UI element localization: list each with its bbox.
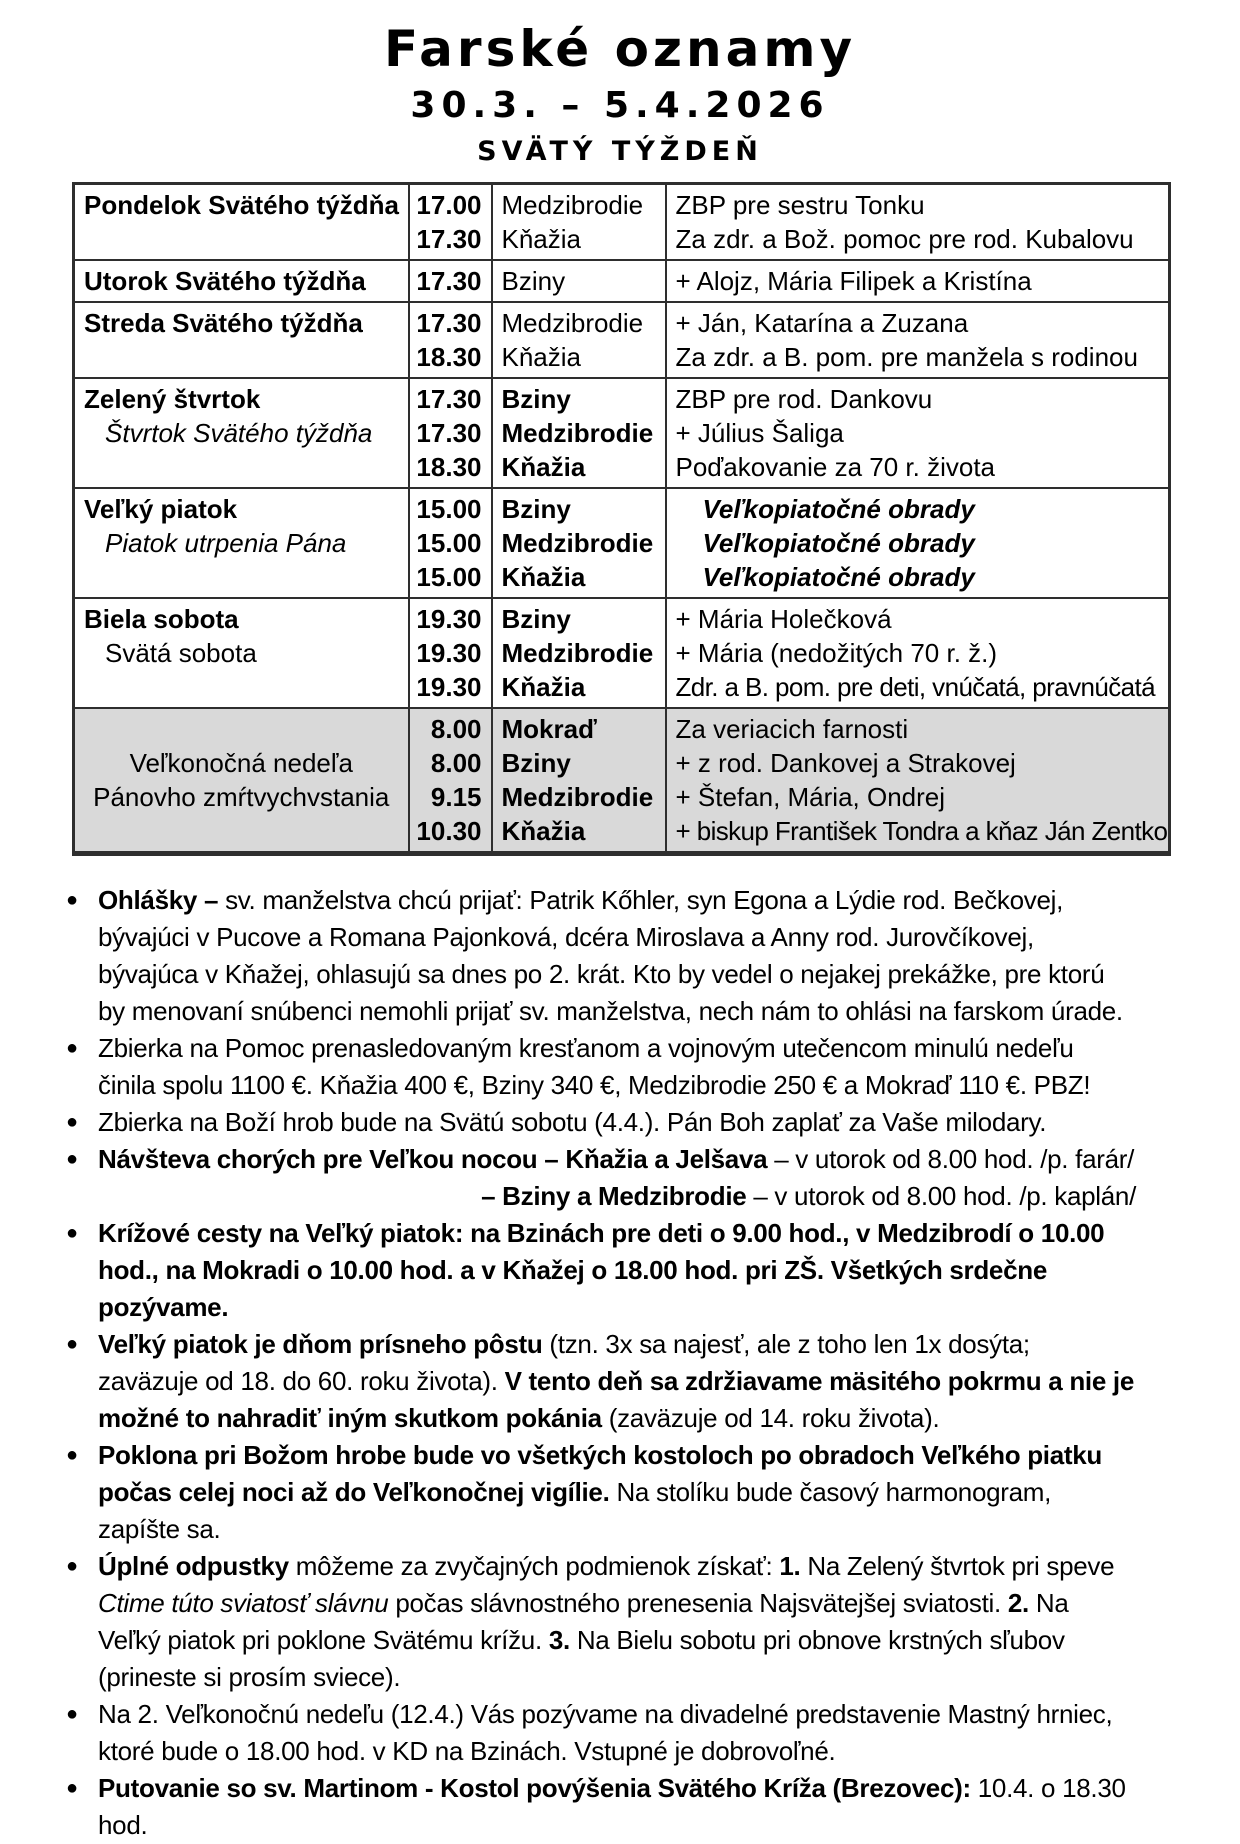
day-name: Utorok Svätého týždňa [84,266,366,296]
mass-time: 18.30 [416,342,482,372]
mass-time: 19.30 [416,638,482,668]
day-subtitle: Štvrtok Svätého týždňa [105,418,373,448]
mass-place: Kňažia [501,342,581,372]
intention-cell [666,598,1170,708]
mass-schedule-table [72,182,1171,856]
announcement-text: (zaväzuje od 14. roku života). [608,1403,940,1433]
announcement-text: 1. [779,1551,808,1581]
mass-intention: + Štefan, Mária, Ondrej [675,782,946,812]
announcement-text: – v utorok od 8.00 hod. /p. farár/ [774,1144,1135,1174]
day-name: Zelený štvrtok [84,384,261,414]
schedule-row-maundy-thursday [74,378,1170,488]
mass-place: Medzibrodie [501,418,654,448]
time-cell [409,184,492,261]
announcement-text: Poklona pri Božom hrobe bude vo všetkých kostoloch po obradoch Veľkého piatku počas celej noci až do Veľkonočnej vigílie. [98,1440,1102,1507]
bullet-icon: ● [66,1555,78,1577]
announcements-list [66,882,1136,1844]
mass-time: 17.30 [416,384,482,414]
mass-place: Bziny [501,384,571,414]
mass-intention: + Mária Holečková [675,604,892,634]
announcement-text: Veľký piatok je dňom prísneho pôstu [98,1329,550,1359]
mass-time: 18.30 [416,452,482,482]
mass-place: Medzibrodie [501,782,654,812]
mass-intention: ZBP pre rod. Dankovu [675,384,933,414]
mass-intention: ZBP pre sestru Tonku [675,190,925,220]
mass-place: Kňažia [501,224,581,254]
mass-place: Bziny [501,266,566,296]
intention-cell [666,260,1170,302]
mass-time: 15.00 [416,562,482,592]
mass-intention: + Ján, Katarína a Zuzana [675,308,969,338]
bullet-icon: ● [66,1037,78,1059]
bullet-icon: ● [66,889,78,911]
announcement-text: Zbierka na Pomoc prenasledovaným kresťanom a vojnovým utečencom minulú nedeľu činila spolu 1100 €. Kňažia 400 €, Bziny 340 €, Medzibrodie 250 € a Mokraď 110 €. PBZ! [98,1033,1091,1100]
announcement-text: 3. [548,1625,577,1655]
intention-cell [666,184,1170,261]
mass-time: 17.30 [416,418,482,448]
day-cell [74,598,409,708]
time-cell [409,708,492,854]
announcement-text: (tzn. 3x sa najesť, ale z toho len 1x dosýta; zaväzuje od 18. do 60. roku života). [98,1329,1030,1396]
day-name: Biela sobota [84,604,239,634]
bullet-icon: ● [66,1703,78,1725]
announcement-text: – Bziny a Medzibrodie [481,1181,754,1211]
sick-visits-line-1 [98,1141,1136,1178]
week-subtitle: SVÄTÝ TÝŽDEŇ [477,136,763,167]
date-range: 30.3. – 5.4.2026 [410,85,830,126]
announcement-pilgrimage [66,1770,1136,1844]
mass-intention: + Július Šaliga [675,418,844,448]
place-cell [492,260,666,302]
announcement-text: Putovanie so sv. Martinom - Kostol povýšenia Svätého Kríža (Brezovec): [98,1773,978,1803]
day-subtitle: Pánovho zmŕtvychvstania [93,782,390,812]
announcement-adoration [66,1437,1136,1548]
announcement-text: Úplné odpustky [98,1551,296,1581]
place-cell [492,378,666,488]
announcement-text: 2. [1007,1588,1036,1618]
announcement-text: 10.4. o 18.30 hod. [98,1773,1126,1840]
mass-time: 17.00 [416,190,482,220]
mass-time: 15.00 [416,494,482,524]
announcement-fasting [66,1326,1136,1437]
announcement-text: môžeme za zvyčajných podmienok získať: [295,1551,780,1581]
announcement-text: Na Bielu sobotu pri obnove krstných sľubov (prineste si prosím sviece). [98,1625,1065,1692]
intention-cell [666,378,1170,488]
mass-place: Medzibrodie [501,528,654,558]
mass-place: Medzibrodie [501,308,644,338]
mass-time: 17.30 [416,266,482,296]
day-subtitle: Piatok utrpenia Pána [105,528,347,558]
bullet-icon: ● [66,1333,78,1355]
day-subtitle: Svätá sobota [105,638,257,668]
mass-time: 10.30 [416,816,482,846]
day-name: Pondelok Svätého týždňa [84,190,399,220]
mass-time: 9.15 [430,782,482,812]
day-cell [74,260,409,302]
schedule-row-holy-saturday [74,598,1170,708]
schedule-row-good-friday [74,488,1170,598]
mass-place: Medzibrodie [501,190,644,220]
schedule-row-wednesday [74,302,1170,378]
announcement-banns [66,882,1136,1030]
mass-intention: Poďakovanie za 70 r. života [675,452,996,482]
announcement-text: Návšteva chorých pre Veľkou nocou – Kňažia a Jelšava [98,1144,775,1174]
intention-cell [666,302,1170,378]
mass-intention: Veľkopiatočné obrady [702,494,975,524]
place-cell [492,184,666,261]
day-cell [74,488,409,598]
announcement-text: Na Veľký piatok pri poklone Svätému krížu. [98,1588,1069,1655]
day-name: Streda Svätého týždňa [84,308,363,338]
schedule-row-monday [74,184,1170,261]
mass-intention: Za zdr. a Bož. pomoc pre rod. Kubalovu [675,224,1134,254]
announcement-stations-of-cross [66,1215,1136,1326]
place-cell [492,708,666,854]
bulletin-header [0,0,1240,168]
time-cell [409,302,492,378]
intention-cell [666,708,1170,854]
mass-time: 15.00 [416,528,482,558]
mass-place: Kňažia [501,452,586,482]
place-cell [492,488,666,598]
mass-place: Mokraď [501,714,597,744]
day-cell [74,378,409,488]
announcement-text: V tento deň sa zdržiavame mäsitého pokrmu a nie je možné to nahradiť iným skutkom pokánia [98,1366,1135,1433]
day-cell [74,302,409,378]
mass-intention: Veľkopiatočné obrady [702,528,975,558]
announcement-text: počas slávnostného prenesenia Najsvätejšej sviatosti. [395,1588,1008,1618]
mass-time: 19.30 [416,672,482,702]
mass-time: 8.00 [430,748,482,778]
mass-intention: + Alojz, Mária Filipek a Kristína [675,266,1032,296]
announcement-indulgences [66,1548,1136,1696]
mass-place: Kňažia [501,562,586,592]
mass-intention: + biskup František Tondra a kňaz Ján Zentko [675,816,1168,846]
mass-time: 17.30 [416,224,482,254]
day-cell [74,708,409,854]
mass-intention: Zdr. a B. pom. pre deti, vnúčatá, pravnúčatá [675,672,1155,702]
intention-cell [666,488,1170,598]
announcement-text: Ctime túto sviatosť slávnu [98,1588,396,1618]
place-cell [492,598,666,708]
time-cell [409,598,492,708]
page-title: Farské oznamy [383,20,857,78]
announcement-text: Na Zelený štvrtok pri speve [807,1551,1115,1581]
announcement-text: – v utorok od 8.00 hod. /p. kaplán/ [753,1181,1136,1211]
time-cell [409,488,492,598]
sick-visits-line-2 [98,1178,1136,1215]
schedule-row-easter-sunday [74,708,1170,854]
announcement-text: sv. manželstva chcú prijať: Patrik Kőhler, syn Egona a Lýdie rod. Bečkovej, bývajúci v Pucove a Romana Pajonková, dcéra Miroslava a Anny rod. Jurovčíkovej, bývajúca v Kňažej, ohlasujú sa dnes po 2. krát. Kto by vedel o nejakej prekážke, pre ktorú by menovaní snúbenci nemohli prijať sv. manželstva, nech nám to ohlási na farskom úrade. [98,885,1123,1026]
mass-place: Bziny [501,494,571,524]
announcement-text: Ohlášky – [98,885,226,915]
announcement-collection-persecuted [66,1030,1136,1104]
mass-place: Kňažia [501,672,586,702]
mass-intention: Veľkopiatočné obrady [702,562,975,592]
announcement-text: Na stolíku bude časový harmonogram, zapíšte sa. [98,1477,1052,1544]
time-cell [409,260,492,302]
mass-intention: + Mária (nedožitých 70 r. ž.) [675,638,998,668]
place-cell [492,302,666,378]
announcement-sick-visits [66,1141,1136,1215]
day-name: Veľký piatok [84,494,238,524]
day-cell [74,184,409,261]
announcement-text: Krížové cesty na Veľký piatok: na Bzinách pre deti o 9.00 hod., v Medzibrodí o 10.00 hod., na Mokradi o 10.00 hod. a v Kňažej o 18.00 hod. pri ZŠ. Všetkých srdečne pozývame. [98,1218,1105,1322]
announcement-collection-holy-sepulchre [66,1104,1136,1141]
day-name: Veľkonočná nedeľa [129,748,353,778]
bullet-icon: ● [66,1444,78,1466]
mass-time: 8.00 [430,714,482,744]
time-cell [409,378,492,488]
mass-intention: + z rod. Dankovej a Strakovej [675,748,1016,778]
mass-place: Bziny [501,604,571,634]
mass-time: 17.30 [416,308,482,338]
mass-place: Kňažia [501,816,586,846]
bullet-icon: ● [66,1111,78,1133]
bullet-icon: ● [66,1222,78,1244]
mass-place: Bziny [501,748,571,778]
mass-place: Medzibrodie [501,638,654,668]
bullet-icon: ● [66,1777,78,1799]
bullet-icon: ● [66,1148,78,1170]
schedule-row-tuesday [74,260,1170,302]
mass-intention: Za zdr. a B. pom. pre manžela s rodinou [675,342,1138,372]
mass-time: 19.30 [416,604,482,634]
mass-intention: Za veriacich farnosti [675,714,909,744]
announcement-theatre [66,1696,1136,1770]
announcement-text: Na 2. Veľkonočnú nedeľu (12.4.) Vás pozývame na divadelné predstavenie Mastný hrniec, ktoré bude o 18.00 hod. v KD na Bzinách. Vstupné je dobrovoľné. [98,1699,1113,1766]
announcement-text: Zbierka na Boží hrob bude na Svätú sobotu (4.4.). Pán Boh zaplať za Vaše milodary. [98,1107,1047,1137]
